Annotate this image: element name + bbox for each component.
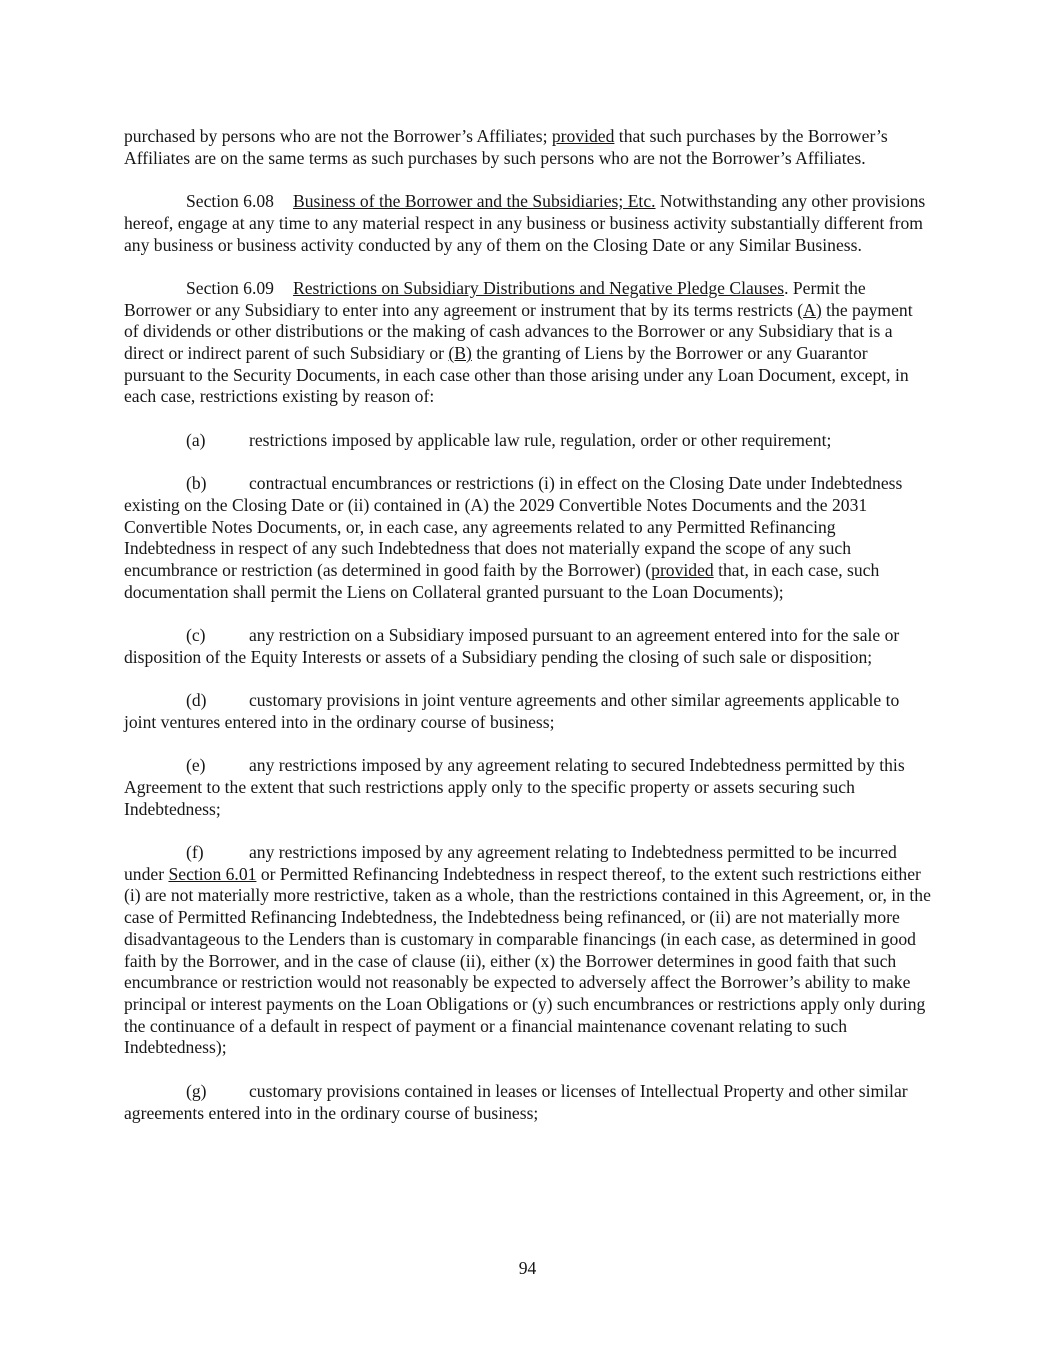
body-text: or Permitted Refinancing Indebtedness in respect thereof, to the extent such restrictions either (i) are not materially more restrictive, taken as a whole, than the restrictions contained in this Agreement, or, in the case of Permitted Refinancing Indebtedness, the Indebtedness being refinanced, or (ii) are not materially more disadvantageous to the Lenders than is customary in comparable financings (in each case, as determined in good faith by the Borrower, and in the case of clause (ii), either (x) the Borrower determines in good faith that such encumbrance or restriction would not reasonably be expected to adversely affect the Borrower’s ability to make principal or interest payments on the Loan Obligations or (y) such encumbrances or restrictions apply only during the continuance of a default in respect of payment or a financial maintenance covenant relating to such Indebtedness);	[124, 863, 931, 1058]
list-item-label: (a)	[186, 429, 206, 450]
body-text: that such purchases by the Borrower’s Affiliates are on the same terms as such purchases by such persons who are not the Borrower’s Affiliates.	[124, 126, 888, 168]
list-item-label: (f)	[186, 842, 204, 863]
body-text: . Permit the Borrower or any Subsidiary to enter into any agreement or instrument that by its terms restricts	[124, 277, 866, 320]
body-text: any restrictions imposed by any agreement relating to Indebtedness permitted to be incurred under	[124, 842, 897, 884]
body-text: the granting of Liens by the Borrower or any Guarantor pursuant to the Security Documents, in each case other than those arising under any Loan Document, except, in each case, restrictions existing by reason of:	[124, 343, 909, 407]
paragraph-section-6-08	[124, 191, 931, 256]
body-text: purchased by persons who are not the Borrower’s Affiliates;	[124, 126, 552, 146]
underlined-cross-reference-section-6-01: Section 6.01	[168, 863, 257, 884]
section-title-underlined: Business of the Borrower and the Subsidiaries; Etc.	[292, 191, 656, 212]
underlined-term-A: (A)	[797, 299, 822, 320]
body-text: restrictions imposed by applicable law rule, regulation, order or other requirement;	[249, 429, 832, 450]
underlined-term-provided: provided	[551, 126, 615, 146]
list-item-d	[124, 690, 931, 733]
body-text: any restrictions imposed by any agreement relating to secured Indebtedness permitted by this Agreement to the extent that such restrictions apply only to the specific property or assets securing such Indebtedness;	[124, 755, 905, 819]
body-text: the payment of dividends or other distributions or the making of cash advances to the Borrower or any Subsidiary that is a direct or indirect parent of such Subsidiary or	[124, 299, 913, 363]
paragraph-continuation	[124, 126, 931, 169]
list-item-f	[124, 842, 931, 1059]
list-item-e	[124, 755, 931, 820]
list-item-label: (b)	[186, 473, 207, 494]
paragraph-section-6-09	[124, 278, 931, 408]
list-item-label: (g)	[186, 1080, 207, 1101]
list-item-c	[124, 625, 931, 668]
list-item-g	[124, 1081, 931, 1124]
list-item-label: (d)	[186, 690, 207, 711]
section-title-underlined: Restrictions on Subsidiary Distributions and Negative Pledge Clauses	[292, 277, 785, 298]
underlined-term-B: (B)	[448, 343, 472, 363]
body-text: customary provisions contained in leases or licenses of Intellectual Property and other similar agreements entered into in the ordinary course of business;	[124, 1080, 908, 1123]
body-text: customary provisions in joint venture agreements and other similar agreements applicable to joint ventures entered into in the ordinary course of business;	[124, 690, 900, 732]
list-item-a	[124, 430, 931, 452]
underlined-term-provided: provided	[651, 560, 714, 580]
body-text: that, in each case, such documentation shall permit the Liens on Collateral granted pursuant to the Loan Documents);	[124, 560, 880, 602]
list-item-label: (e)	[186, 755, 206, 776]
body-text: Notwithstanding any other provisions hereof, engage at any time to any material respect in any business or business activity substantially different from any business or business activity conducted by any of them on the Closing Date or any Similar Business.	[124, 191, 926, 255]
list-item-label: (c)	[186, 625, 206, 646]
list-item-b	[124, 473, 931, 603]
body-text: any restriction on a Subsidiary imposed pursuant to an agreement entered into for the sale or disposition of the Equity Interests or assets of a Subsidiary pending the closing of such sale or disposition;	[124, 625, 900, 667]
body-text: contractual encumbrances or restrictions (i) in effect on the Closing Date under Indebtedness existing on the Closing Date or (ii) contained in (A) the 2029 Convertible Notes Documents and the 2031 Convertible Notes Documents, or, in each case, any agreements related to any Permitted Refinancing Indebtedness in respect of any such Indebtedness that does not materially expand the scope of any such encumbrance or restriction (as determined in good faith by the Borrower) (	[124, 473, 903, 580]
page-number: 94	[518, 1258, 537, 1278]
document-content	[124, 126, 931, 1146]
section-number: Section 6.09	[186, 277, 274, 298]
section-number: Section 6.08	[186, 191, 274, 212]
